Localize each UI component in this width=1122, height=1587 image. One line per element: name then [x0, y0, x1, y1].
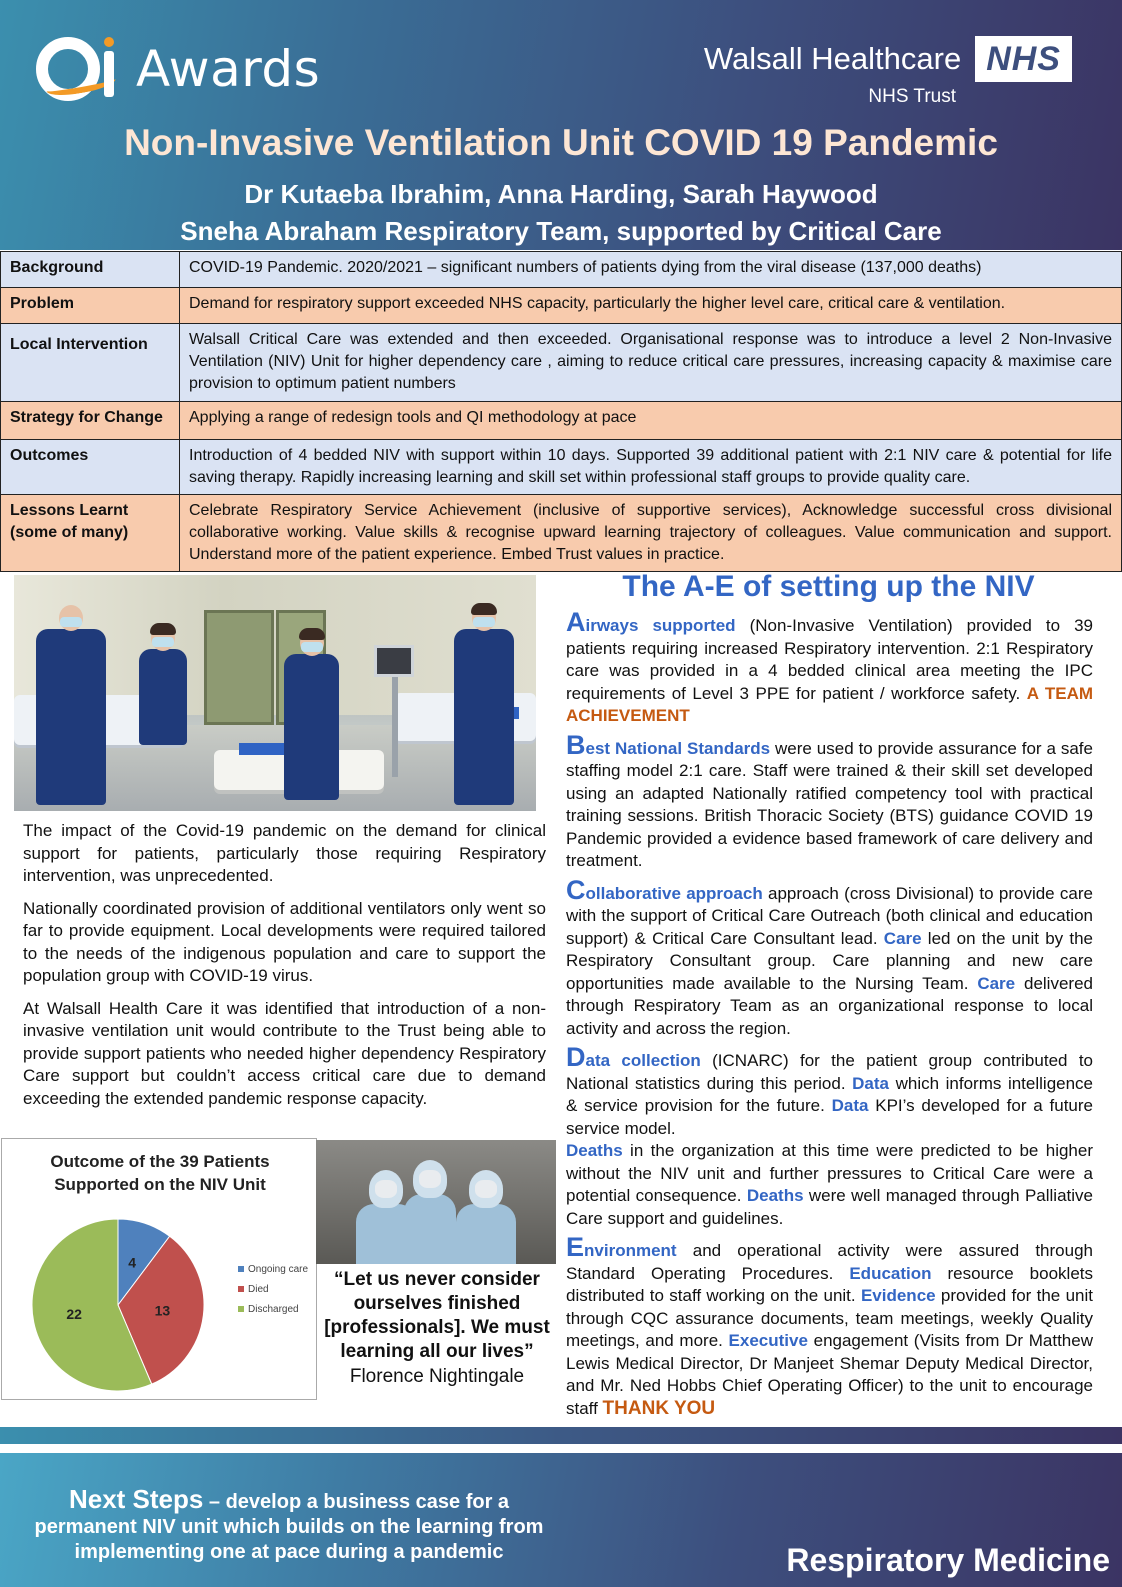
- legend-label: Ongoing care: [248, 1264, 309, 1275]
- ae-section: [566, 607, 1094, 1426]
- legend-swatch: [238, 1266, 244, 1272]
- ae-text: in the organization at this time were predicted to be higher without the NIV unit and further pressures to Critical Care were a potential consequence.: [566, 1141, 1093, 1205]
- next-steps: [24, 1484, 554, 1565]
- table-row: [1, 324, 1122, 402]
- ae-text: resource booklets distributed to staff working on the unit.: [566, 1263, 1093, 1305]
- table-row: [1, 440, 1122, 495]
- authors-line-2: Sneha Abraham Respiratory Team, supported by Critical Care: [180, 216, 942, 246]
- ae-item-d-deaths: [566, 1140, 1093, 1230]
- row-text: Introduction of 4 bedded NIV with support within 10 days. Supported 39 additional patient with 2:1 NIV care & potential for life saving therapy. Rapidly increasing learning and skill set within professional staff groups to provide quality care.: [180, 440, 1122, 495]
- next-steps-heading: Next Steps: [68, 1484, 204, 1514]
- trust-subtitle: NHS Trust: [868, 86, 956, 107]
- ae-title: The A-E of setting up the NIV: [622, 570, 1035, 603]
- ae-highlight: A TEAM ACHIEVEMENT: [566, 683, 1094, 725]
- poster-footer: [0, 1453, 1122, 1587]
- row-label: Local Intervention: [1, 324, 180, 402]
- ae-keyword: Executive: [728, 1331, 808, 1350]
- authors-line-1: Dr Kutaeba Ibrahim, Anna Harding, Sarah Haywood: [244, 179, 878, 209]
- ae-keyword: Deaths: [746, 1186, 804, 1205]
- logo-text: Awards: [136, 40, 321, 98]
- pie-data-label: 4: [128, 1254, 137, 1271]
- quote-author: Florence Nightingale: [349, 1366, 525, 1387]
- ae-text: were well managed through Palliative Care support and guidelines.: [566, 1186, 1093, 1228]
- team-photo: [14, 575, 536, 811]
- ppe-staff-photo: [316, 1140, 556, 1264]
- ae-text: KPI’s developed for a future service model.: [566, 1096, 1093, 1138]
- row-text: Demand for respiratory support exceeded NHS capacity, particularly the higher level care, critical care & ventilation.: [180, 288, 1122, 324]
- ae-item-e: [566, 1232, 1093, 1420]
- ae-keyword: Education: [849, 1263, 932, 1283]
- summary-table: [0, 251, 1122, 572]
- poster-header: [0, 0, 1122, 250]
- poster-title: Non-Invasive Ventilation Unit COVID 19 Pandemic: [124, 122, 998, 163]
- row-text: Celebrate Respiratory Service Achievement (inclusive of supportive services), Acknowledge successful cross divisional collaborative working. Value skills & recognise upward learning trajectory of colleagues. Value communication and support. Understand more of the patient experience. Embed Trust values in practice.: [180, 495, 1122, 572]
- legend-swatch: [238, 1306, 244, 1312]
- table-row: [1, 252, 1122, 288]
- ae-item-b: [566, 729, 1093, 873]
- ae-keyword: Care: [977, 973, 1016, 993]
- table-row: [1, 288, 1122, 324]
- ae-keyword: nvironment: [584, 1241, 677, 1260]
- ae-keyword: ollaborative approach: [585, 883, 763, 903]
- ae-keyword: ata collection: [585, 1051, 701, 1070]
- ae-letter: C: [566, 874, 586, 905]
- ae-item-c: [566, 874, 1093, 1041]
- quote-text: “Let us never consider ourselves finished [professionals]. We must learning all our lives”: [324, 1269, 550, 1362]
- intro-paragraph: The impact of the Covid-19 pandemic on the demand for clinical support for patients, particularly those requiring Respiratory intervention, was unprecedented.: [23, 821, 546, 885]
- ae-keyword: Deaths: [566, 1141, 623, 1160]
- chart-title-line-2: Supported on the NIV Unit: [54, 1175, 266, 1194]
- authors: [0, 176, 1122, 250]
- ae-text: provided for the unit through CQC assurance documents, team meetings, weekly Quality meetings, and more.: [566, 1286, 1093, 1350]
- thank-you: THANK YOU: [602, 1397, 716, 1419]
- pie-data-label: 22: [66, 1305, 82, 1322]
- ae-text: which informs intelligence & service provision for the future.: [566, 1073, 1094, 1115]
- ae-keyword: Evidence: [860, 1286, 936, 1305]
- pie-chart-svg: [2, 1139, 318, 1401]
- ae-text: and operational activity were assured through Standard Operating Procedures.: [566, 1241, 1093, 1283]
- intro-paragraph: Nationally coordinated provision of additional ventilators only went so far to provide equipment. Local developments were required tailored to the needs of the indigenous population and care to support the population group with COVID-19 virus.: [23, 898, 546, 985]
- ae-keyword: irways supported: [585, 616, 736, 635]
- legend-label: Discharged: [248, 1304, 299, 1315]
- row-text: COVID-19 Pandemic. 2020/2021 – significant numbers of patients dying from the viral disease (137,000 deaths): [180, 252, 1122, 288]
- ae-text: led on the unit by the Respiratory Consultant group. Care planning and new care opportunities made available to the Nursing Team.: [566, 928, 1093, 993]
- divider-band: [0, 1427, 1122, 1444]
- ae-keyword: est National Standards: [585, 738, 771, 758]
- ae-text: approach (cross Divisional) to provide care with the support of Critical Care Outreach (both clinical and education support) & Critical Care Consultant lead.: [566, 883, 1093, 948]
- ae-text: were used to provide assurance for a safe staffing model 2:1 care. Staff were trained & their skill set developed using an adapted Nationally ratified competency tool with practical training sessions. British Thoracic Society (BTS) guidance COVID 19 Pandemic provided a evidence based framework of care delivery and treatment.: [566, 738, 1093, 870]
- specialty-label: Respiratory Medicine: [786, 1542, 1110, 1578]
- table-row: [1, 495, 1122, 572]
- ae-text: delivered through Respiratory Team as an organizational response to local activity and across the region.: [566, 973, 1093, 1038]
- trust-name: Walsall Healthcare: [703, 41, 962, 76]
- row-label: Strategy for Change: [1, 402, 180, 440]
- chart-title-line-1: Outcome of the 39 Patients: [50, 1152, 270, 1171]
- qi-logo-icon: [36, 37, 100, 101]
- ae-letter: E: [566, 1232, 585, 1262]
- pie-data-label: 13: [154, 1302, 171, 1319]
- outcome-chart: [1, 1138, 317, 1400]
- row-label: Background: [1, 252, 180, 288]
- row-label: Outcomes: [1, 440, 180, 495]
- ae-letter: A: [566, 607, 586, 637]
- ae-text: (ICNARC) for the patient group contributed to National statistics during this period.: [566, 1051, 1094, 1093]
- intro-text: [23, 820, 546, 1120]
- trust-logo: [704, 36, 1072, 108]
- ae-text: (Non-Invasive Ventilation) provided to 39 patients requiring increased Respiratory intervention. 2:1 Respiratory care was provided in a 4 bedded clinical area meeting the IPC requirements of Level 3 PPE for patient / workforce safety.: [566, 616, 1093, 703]
- ae-letter: D: [566, 1042, 586, 1072]
- ae-keyword: Data: [831, 1096, 869, 1115]
- quote: [318, 1268, 556, 1389]
- qi-awards-logo: [36, 34, 320, 104]
- row-text: Applying a range of redesign tools and QI methodology at pace: [180, 402, 1122, 440]
- table-row: [1, 402, 1122, 440]
- legend-label: Died: [248, 1284, 269, 1295]
- row-text: Walsall Critical Care was extended and then exceeded. Organisational response was to introduce a level 2 Non-Invasive Ventilation (NIV) Unit for higher dependency care , aiming to reduce critical care pressures, increasing capacity & maximise care provision to optimum patient numbers: [180, 324, 1122, 402]
- ae-text: engagement (Visits from Dr Matthew Lewis Medical Director, Dr Manjeet Shemar Deputy Medical Director, and Mr. Ned Hobbs Chief Operating Officer) to the unit to encourage staff: [566, 1331, 1093, 1418]
- row-label: Lessons Learnt (some of many): [1, 495, 180, 572]
- ae-keyword: Care: [883, 928, 922, 948]
- legend-swatch: [238, 1286, 244, 1292]
- ae-letter: B: [566, 729, 586, 760]
- ae-keyword: Data: [852, 1073, 890, 1093]
- intro-paragraph: At Walsall Health Care it was identified that introduction of a non-invasive ventilation unit would contribute to the Trust being able to provide support patients who needed higher dependency Respiratory Care support but couldn’t access critical care due to demand exceeding the extended pandemic response capacity.: [23, 998, 546, 1108]
- nhs-badge: NHS: [975, 36, 1072, 82]
- row-label: Problem: [1, 288, 180, 324]
- ae-item-d: [566, 1042, 1094, 1140]
- next-steps-text: – develop a business case for a permanent NIV unit which builds on the learning from implementing one at pace during a pandemic: [34, 1491, 544, 1563]
- ae-item-a: [566, 607, 1094, 728]
